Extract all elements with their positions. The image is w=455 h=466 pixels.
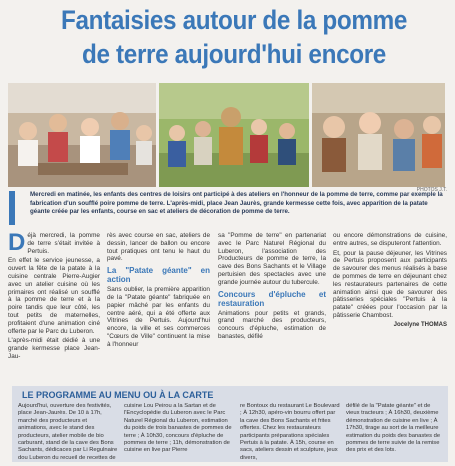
article-paragraph: En effet le service jeunesse, a ouvert la fête de la patate à la cuisine centrale Pierre-Augier avec un atelier cuisine où les primaires ont réalisé un soufflé à la pomme de terre et à la poire tandis que leur côté, les tout petits de maternelles, profitaient d'une animation ciné offerte par le Parc du Luberon. (8, 257, 100, 335)
article-paragraph: Sans oublier, la première apparition de la "Patate géante" fabriquée en papier mâché par les enfants du centre aéré, qui a été offerte aux Vitrines de Pertuis. Aujourd'hui encore, la ville et ses commerces "Cœurs de Ville" continuent la mise à l'honneur (107, 286, 210, 348)
program-column-4: défilé de la "Patate géante" et de vieux tracteurs ; À 16h30, deuxième démonstration de cuisine en live ; À 17h30, tirage au sort de la meilleure estimation du poids des banastes de pommes de terre suivie de la remise des prix et des lots. (346, 403, 441, 454)
photo-strip (8, 83, 445, 187)
photo-credit: PHOTOS J.T. (416, 187, 447, 193)
headline (45, 3, 423, 71)
article-body (8, 229, 448, 380)
article-paragraph: L'après-midi était dédié à une grande kermesse place Jean-Jau- (8, 337, 100, 360)
article-paragraph: Déjà mercredi, la pomme de terre s'était invitée à Pertuis. (8, 229, 100, 256)
headline-line-2: de terre aujourd'hui encore (82, 39, 386, 69)
article-column-3 (218, 232, 326, 343)
article-column-4 (333, 232, 447, 330)
photo-children-cooking (8, 83, 156, 187)
program-box (12, 386, 448, 462)
photo-children-group (312, 83, 445, 187)
program-column-1: Aujourd'hui, ouverture des festivités, place Jean-Jaurès. De 10 à 17h, marché des producteurs et animations, avec le stand des producteurs, atelier mobile de bio carburant, stand de la cave des Bons Sachants, dédicaces par Li Regulnaire dou Luberon du recueil de recettes de (18, 403, 118, 461)
article-paragraph: Animations pour petits et grands, grand marché des producteurs, concours d'épluche, estimation de banastes, défilé (218, 309, 326, 340)
caption-accent-bar (9, 191, 15, 225)
subheading-concours: Concours d'épluche et restauration (218, 289, 326, 308)
article-column-1 (8, 229, 100, 363)
article-paragraph: ou encore démonstrations de cuisine, entre autres, se disputeront l'attention. (333, 232, 447, 247)
photo-caption: Mercredi en matinée, les enfants des centres de loisirs ont participé à des ateliers en l'honneur de la pomme de terre, comme par exemple la fabrication d'un soufflé poire pomme de terre. L'après-midi, place Jean Jaurès, grande kermesse cette fois, avec apparition de la patate géante créée par les enfants, course en sac et ateliers de décoration de pomme de terre. (30, 191, 443, 215)
drop-cap: D (8, 229, 26, 256)
author-signature: Jocelyne THOMAS (393, 321, 447, 328)
subheading-patate-geante: La "Patate géante" en action (107, 266, 210, 285)
program-title: LE PROGRAMME AU MENU OU À LA CARTE (22, 390, 214, 400)
article-paragraph: Et, pour la pause déjeuner, les Vitrines de Pertuis proposent aux participants de savourer des menus réalisés à base de pommes de terre en déjeunant chez les restaurateurs partenaires de cette animation ainsi que de savourer des pâtisseries spéciales "Pertuis à la patate" créées pour l'occasion par la pâtisserie Chambost. (333, 249, 447, 319)
photo-kermesse (159, 83, 309, 187)
program-column-3: re Bontoux du restaurant Le Boulevard ; À 12h30, apéro-vin bourru offert par la cave des Bons Sachants et frites offertes. Chez les restaurateurs participants préparations spéciales Pertuis à la patate. À 15h, course en sacs, ateliers dessin et sculpture, jeux divers, (240, 403, 340, 461)
article-paragraph: rès avec course en sac, ateliers de dessin, lancer de ballon ou encore tout pratiques ont tenu le haut du pavé. (107, 232, 210, 263)
headline-line-1: Fantaisies autour de la pomme (60, 5, 408, 35)
program-column-2: cuisine Lou Peirou a la Sartan et de l'Encyclopédie du Luberon avec le Parc Naturel Régional du Luberon, estimation du poids de trois banastes de pommes de terre ; À 10h30, concours d'épluche de pommes de terre ; 11h, démonstration de cuisine en live par Pierre (124, 403, 232, 454)
article-paragraph: sa "Pomme de terre" en partenariat avec le Parc Naturel Régional du Luberon, l'association des Producteurs de pomme de terre, la cave des Bons Sachants et le Village pertuisien des spectacles avec une grande journée autour du tubercule. (218, 232, 326, 286)
article-column-2 (107, 232, 210, 351)
